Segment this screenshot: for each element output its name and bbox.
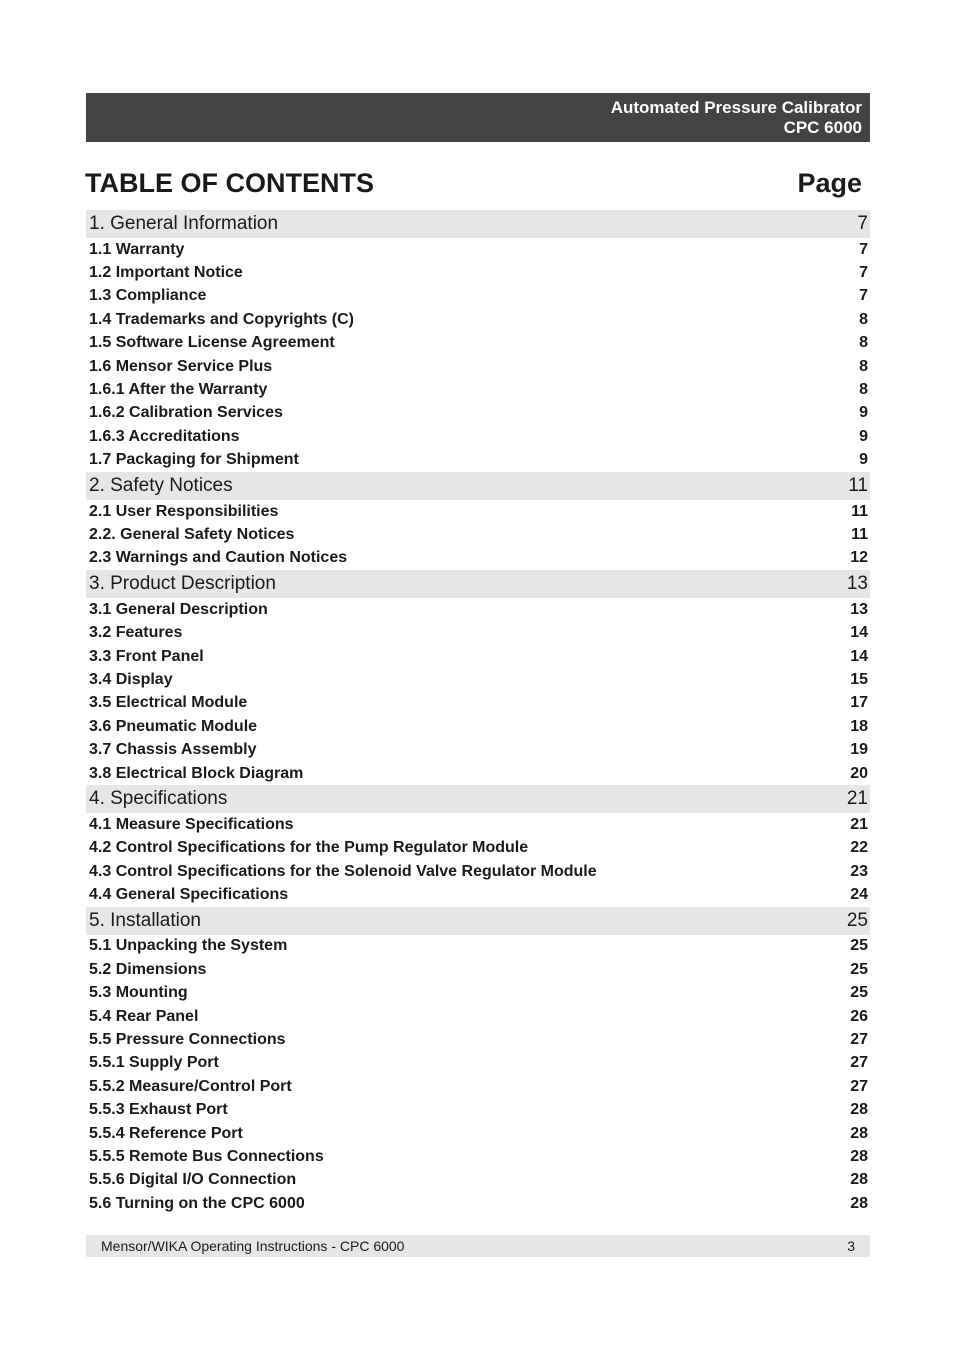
- toc-section-heading[interactable]: [86, 210, 870, 238]
- toc-entry-label: 5.4 Rear Panel: [89, 1007, 199, 1025]
- toc-entry-label: 1.2 Important Notice: [89, 264, 243, 282]
- toc-entry[interactable]: [86, 982, 870, 1005]
- toc-entry-page: 28: [850, 1147, 868, 1165]
- toc-entry-label: 5.5.2 Measure/Control Port: [89, 1077, 292, 1095]
- toc-entry-label: 5.5 Pressure Connections: [89, 1031, 286, 1049]
- toc-entry-page: 14: [850, 624, 868, 642]
- toc-entry[interactable]: [86, 547, 870, 570]
- toc-entry-label: 1.6 Mensor Service Plus: [89, 357, 273, 375]
- toc-entry[interactable]: [86, 1075, 870, 1098]
- toc-entry-page: 8: [859, 381, 868, 399]
- footer-page-number: 3: [847, 1238, 855, 1254]
- toc-entry-page: 24: [850, 886, 868, 904]
- toc-entry-label: 3. Product Description: [89, 573, 276, 595]
- toc-entry-label: 3.5 Electrical Module: [89, 694, 248, 712]
- toc-entry-label: 3.1 General Description: [89, 600, 268, 618]
- toc-entry-page: 28: [850, 1101, 868, 1119]
- toc-entry-label: 5.3 Mounting: [89, 984, 188, 1002]
- toc-entry[interactable]: [86, 1052, 870, 1075]
- toc-entry-page: 25: [846, 909, 868, 931]
- toc-entry-page: 26: [850, 1007, 868, 1025]
- toc-entry-page: 11: [848, 474, 868, 496]
- toc-entry-page: 7: [859, 287, 868, 305]
- toc-entry-label: 5.6 Turning on the CPC 6000: [89, 1194, 305, 1212]
- toc-entry-label: 2. Safety Notices: [89, 474, 233, 496]
- toc-entry[interactable]: [86, 935, 870, 958]
- toc-entry-page: 13: [846, 573, 868, 595]
- toc-entry-label: 1.3 Compliance: [89, 287, 207, 305]
- toc-entry-page: 22: [850, 839, 868, 857]
- toc-list: [86, 210, 870, 1215]
- header-product-name: Automated Pressure Calibrator: [610, 98, 862, 117]
- toc-entry-page: 14: [850, 647, 868, 665]
- toc-entry[interactable]: [86, 1099, 870, 1122]
- toc-entry-label: 4.2 Control Specifications for the Pump Regulator Module: [89, 839, 529, 857]
- toc-entry-label: 5.5.1 Supply Port: [89, 1054, 219, 1072]
- toc-entry-page: 25: [850, 937, 868, 955]
- toc-entry-page: 9: [859, 427, 868, 445]
- toc-entry-page: 20: [850, 764, 868, 782]
- toc-entry-page: 21: [850, 815, 868, 833]
- toc-entry-page: 7: [859, 264, 868, 282]
- toc-entry[interactable]: [86, 1145, 870, 1168]
- toc-entry[interactable]: [86, 1028, 870, 1051]
- toc-entry-page: 25: [850, 960, 868, 978]
- toc-entry[interactable]: [86, 621, 870, 644]
- toc-entry-label: 4.1 Measure Specifications: [89, 815, 294, 833]
- toc-entry-label: 3.7 Chassis Assembly: [89, 741, 257, 759]
- toc-entry-page: 21: [846, 788, 868, 810]
- toc-entry[interactable]: [86, 598, 870, 621]
- toc-entry-page: 25: [850, 984, 868, 1002]
- footer-text: Mensor/WIKA Operating Instructions - CPC 6000: [101, 1238, 405, 1254]
- toc-entry-label: 1.1 Warranty: [89, 240, 185, 258]
- toc-entry[interactable]: [86, 883, 870, 906]
- toc-entry-page: 27: [850, 1054, 868, 1072]
- toc-entry-page: 28: [850, 1124, 868, 1142]
- toc-entry-page: 9: [859, 451, 868, 469]
- toc-entry[interactable]: [86, 813, 870, 836]
- toc-entry[interactable]: [86, 1005, 870, 1028]
- toc-entry-label: 1. General Information: [89, 213, 279, 234]
- toc-section-heading[interactable]: [86, 570, 870, 598]
- toc-entry-page: 28: [850, 1171, 868, 1189]
- toc-entry-label: 4.4 General Specifications: [89, 886, 289, 904]
- toc-entry-label: 5.2 Dimensions: [89, 960, 207, 978]
- toc-entry-label: 4. Specifications: [89, 788, 228, 810]
- toc-entry[interactable]: [86, 378, 870, 401]
- toc-entry[interactable]: [86, 285, 870, 308]
- toc-entry-page: 11: [851, 502, 868, 520]
- toc-entry[interactable]: [86, 449, 870, 472]
- toc-entry-page: 8: [859, 334, 868, 352]
- toc-entry-page: 7: [859, 240, 868, 258]
- toc-entry-label: 5. Installation: [89, 909, 201, 931]
- toc-entry-label: 5.5.4 Reference Port: [89, 1124, 243, 1142]
- document-footer: [86, 1235, 870, 1257]
- document-header: [86, 93, 870, 142]
- toc-entry-page: 15: [850, 670, 868, 688]
- toc-entry-label: 5.5.6 Digital I/O Connection: [89, 1171, 297, 1189]
- toc-section-heading[interactable]: [86, 472, 870, 500]
- toc-entry[interactable]: [86, 1192, 870, 1215]
- toc-section-heading[interactable]: [86, 785, 870, 813]
- toc-entry-label: 5.5.3 Exhaust Port: [89, 1101, 228, 1119]
- toc-entry-page: 19: [850, 741, 868, 759]
- toc-page-column-label: Page: [797, 168, 862, 198]
- toc-entry-page: 27: [850, 1031, 868, 1049]
- toc-entry[interactable]: [86, 355, 870, 378]
- toc-entry-page: 18: [850, 717, 868, 735]
- toc-entry-label: 3.2 Features: [89, 624, 183, 642]
- toc-entry[interactable]: [86, 715, 870, 738]
- toc-entry[interactable]: [86, 402, 870, 425]
- toc-entry-page: 9: [859, 404, 868, 422]
- toc-entry-page: 8: [859, 310, 868, 328]
- header-model: CPC 6000: [783, 118, 862, 137]
- toc-entry-label: 1.6.2 Calibration Services: [89, 404, 283, 422]
- toc-title: TABLE OF CONTENTS: [85, 168, 374, 198]
- toc-entry[interactable]: [86, 837, 870, 860]
- toc-entry-label: 1.7 Packaging for Shipment: [89, 451, 299, 469]
- toc-entry[interactable]: [86, 1122, 870, 1145]
- toc-entry[interactable]: [86, 1169, 870, 1192]
- toc-entry[interactable]: [86, 332, 870, 355]
- toc-entry[interactable]: [86, 860, 870, 883]
- toc-entry-page: 23: [850, 862, 868, 880]
- toc-entry[interactable]: [86, 692, 870, 715]
- toc-entry-page: 13: [850, 600, 868, 618]
- toc-entry[interactable]: [86, 958, 870, 981]
- toc-entry-label: 5.1 Unpacking the System: [89, 937, 288, 955]
- toc-entry-label: 1.4 Trademarks and Copyrights (C): [89, 310, 354, 328]
- toc-entry-label: 2.1 User Responsibilities: [89, 502, 279, 520]
- toc-entry[interactable]: [86, 523, 870, 546]
- toc-entry-label: 2.2. General Safety Notices: [89, 525, 295, 543]
- toc-entry-label: 4.3 Control Specifications for the Solenoid Valve Regulator Module: [89, 862, 597, 880]
- toc-entry-label: 1.5 Software License Agreement: [89, 334, 335, 352]
- toc-entry[interactable]: [86, 308, 870, 331]
- toc-entry-label: 1.6.1 After the Warranty: [89, 381, 268, 399]
- toc-entry-page: 12: [850, 549, 868, 567]
- toc-entry[interactable]: [86, 500, 870, 523]
- toc-entry[interactable]: [86, 645, 870, 668]
- toc-entry-page: 27: [850, 1077, 868, 1095]
- toc-entry-label: 3.8 Electrical Block Diagram: [89, 764, 304, 782]
- toc-entry[interactable]: [86, 261, 870, 284]
- toc-entry[interactable]: [86, 425, 870, 448]
- toc-entry-label: 3.6 Pneumatic Module: [89, 717, 258, 735]
- toc-entry-page: 28: [850, 1194, 868, 1212]
- toc-entry[interactable]: [86, 762, 870, 785]
- toc-entry-page: 11: [851, 525, 868, 543]
- toc-entry-label: 3.4 Display: [89, 670, 173, 688]
- toc-entry-label: 3.3 Front Panel: [89, 647, 204, 665]
- toc-entry[interactable]: [86, 668, 870, 691]
- toc-section-heading[interactable]: [86, 907, 870, 935]
- toc-entry-label: 2.3 Warnings and Caution Notices: [89, 549, 348, 567]
- toc-entry-page: 8: [859, 357, 868, 375]
- toc-entry[interactable]: [86, 738, 870, 761]
- toc-entry-page: 17: [850, 694, 868, 712]
- toc-entry-label: 1.6.3 Accreditations: [89, 427, 240, 445]
- toc-entry[interactable]: [86, 238, 870, 261]
- toc-entry-page: 7: [857, 213, 868, 234]
- toc-entry-label: 5.5.5 Remote Bus Connections: [89, 1147, 324, 1165]
